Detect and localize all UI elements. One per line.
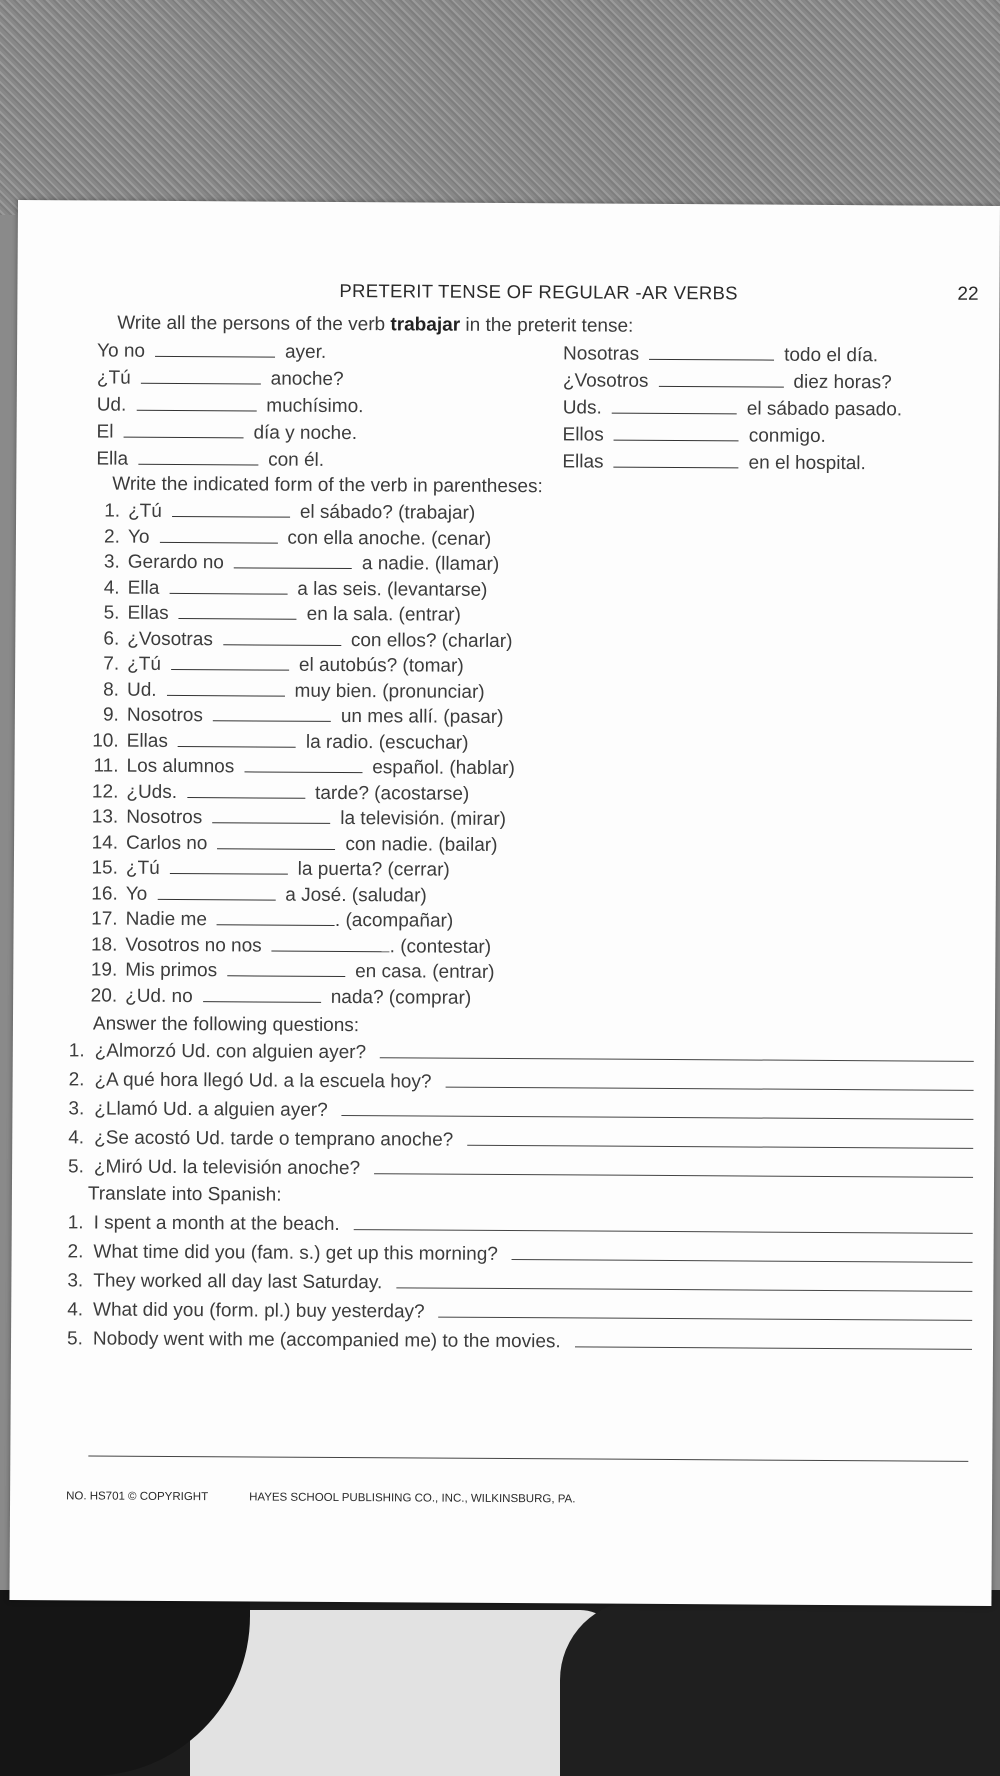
conjugation-row xyxy=(97,421,358,445)
subject: ¿Tú xyxy=(125,857,160,879)
item-number: 3. xyxy=(103,551,120,573)
answer-blank[interactable] xyxy=(223,643,341,646)
answer-blank[interactable] xyxy=(141,382,261,385)
question-item xyxy=(69,1069,974,1097)
conjugation-row xyxy=(562,451,866,475)
subject: Los alumnos xyxy=(126,755,235,778)
sentence-ending: conmigo. xyxy=(748,425,826,447)
question-item xyxy=(68,1156,973,1184)
answer-blank[interactable] xyxy=(172,515,290,518)
subject: ¿Tú xyxy=(96,367,131,389)
item-number: 2. xyxy=(67,1241,84,1263)
answer-blank[interactable] xyxy=(155,355,275,358)
sentence-ending: en el hospital. xyxy=(748,452,866,475)
page-number: 22 xyxy=(957,283,979,305)
background-carpet xyxy=(0,0,1000,215)
exercise-item xyxy=(75,704,504,729)
sentence-ending: a José. (saludar) xyxy=(285,884,427,907)
sentence-ending: a las seis. (levantarse) xyxy=(297,578,488,601)
section1-instruction: Write all the persons of the verb trabajar in the preterit tense: xyxy=(117,312,634,337)
sentence-ending: con nadie. (bailar) xyxy=(345,833,498,856)
answer-blank[interactable] xyxy=(614,439,739,442)
answer-line-extra xyxy=(88,1455,968,1461)
question-item xyxy=(68,1127,973,1155)
exercise-item xyxy=(74,806,506,831)
sentence-ending: el autobús? (tomar) xyxy=(298,654,464,677)
item-number: 13. xyxy=(91,806,119,828)
answer-blank[interactable] xyxy=(244,770,362,773)
item-number: 2. xyxy=(104,526,121,548)
conjugation-row xyxy=(97,340,326,363)
item-number: 4. xyxy=(103,577,120,599)
subject: Yo no xyxy=(97,340,146,362)
subject: Ud. xyxy=(96,394,127,416)
question-text: ¿A qué hora llegó Ud. a la escuela hoy? xyxy=(94,1069,432,1093)
answer-blank[interactable] xyxy=(187,796,305,799)
answer-blank[interactable] xyxy=(217,847,335,850)
subject: ¿Tú xyxy=(127,653,162,675)
translate-item xyxy=(68,1212,973,1240)
exercise-item xyxy=(74,832,498,857)
answer-line[interactable] xyxy=(380,1056,974,1062)
subject: Ella xyxy=(127,577,160,599)
item-number: 19. xyxy=(90,959,118,981)
sentence-ending: en casa. (entrar) xyxy=(355,961,495,983)
item-number: 1. xyxy=(67,1212,84,1234)
sentence-ending: muy bien. (pronunciar) xyxy=(294,680,485,703)
answer-blank[interactable] xyxy=(138,463,258,466)
subject: ¿Tú xyxy=(128,500,162,522)
worksheet xyxy=(9,200,1000,1606)
item-number: 16. xyxy=(91,882,118,905)
item-number: 7. xyxy=(103,653,120,675)
subject: Gerardo no xyxy=(127,551,224,574)
item-number: 6. xyxy=(103,628,120,650)
item-number: 5. xyxy=(68,1156,85,1178)
exercise-item xyxy=(75,730,469,754)
item-number: 9. xyxy=(102,704,119,726)
item-number: 15. xyxy=(91,857,118,879)
answer-blank[interactable] xyxy=(212,821,330,824)
prompt-text: What did you (form. pl.) buy yesterday? xyxy=(93,1299,425,1323)
footer-copyright: NO. HS701 © COPYRIGHT xyxy=(66,1490,208,1504)
conjugation-row xyxy=(563,370,892,394)
answer-blank[interactable] xyxy=(167,693,285,696)
answer-blank[interactable] xyxy=(170,872,288,875)
sentence-ending: con ellos? (charlar) xyxy=(350,629,513,652)
sentence-ending: . (acompañar) xyxy=(334,909,454,932)
question-item xyxy=(68,1098,973,1126)
exercise-item xyxy=(76,500,475,524)
answer-blank[interactable] xyxy=(217,923,335,926)
prompt-text: Nobody went with me (accompanied me) to the movies. xyxy=(92,1328,561,1353)
section4-instruction: Translate into Spanish: xyxy=(87,1183,282,1206)
translate-item xyxy=(67,1270,972,1298)
item-number: 11. xyxy=(93,755,119,777)
answer-line[interactable] xyxy=(354,1228,973,1234)
exercise-item xyxy=(74,755,514,780)
sentence-ending: tarde? (acostarse) xyxy=(315,782,470,805)
item-number: 18. xyxy=(90,933,118,956)
item-number: 2. xyxy=(68,1069,85,1091)
sentence-ending: español. (hablar) xyxy=(372,757,515,780)
sentence-ending: el sábado? (trabajar) xyxy=(299,501,476,524)
subject: Uds. xyxy=(562,397,602,419)
answer-blank[interactable] xyxy=(658,385,783,388)
answer-blank[interactable] xyxy=(159,540,277,543)
item-number: 1. xyxy=(104,500,121,522)
translate-item xyxy=(67,1328,972,1356)
subject: Carlos no xyxy=(126,832,208,854)
answer-blank[interactable] xyxy=(614,466,739,469)
conjugation-row xyxy=(97,394,364,418)
sentence-ending: . (contestar) xyxy=(389,935,492,958)
answer-line[interactable] xyxy=(575,1345,972,1349)
sentence-ending: anoche? xyxy=(270,368,344,390)
conjugation-row xyxy=(563,343,878,367)
sentence-ending: el sábado pasado. xyxy=(746,398,903,421)
floor-patch xyxy=(190,1610,620,1776)
section3-instruction: Answer the following questions: xyxy=(92,1013,360,1037)
subject: Ellos xyxy=(562,424,604,446)
exercise-item xyxy=(74,781,469,805)
subject: Ud. xyxy=(126,679,157,701)
sentence-ending: muchísimo. xyxy=(266,395,364,418)
answer-line[interactable] xyxy=(445,1086,973,1091)
subject: Ella xyxy=(96,448,129,470)
item-number: 5. xyxy=(66,1328,83,1350)
prompt-text: I spent a month at the beach. xyxy=(93,1212,340,1235)
sentence-ending: con ella anoche. (cenar) xyxy=(287,527,492,550)
subject: Ellas xyxy=(127,602,169,624)
translate-item xyxy=(68,1241,973,1269)
item-number: 8. xyxy=(103,679,120,701)
footer-publisher: HAYES SCHOOL PUBLISHING CO., INC., WILKINSBURG, PA. xyxy=(249,1491,576,1506)
section2-instruction: Write the indicated form of the verb in parentheses: xyxy=(112,473,543,498)
question-text: ¿Miró Ud. la televisión anoche? xyxy=(93,1156,361,1180)
translate-item xyxy=(67,1299,972,1327)
prompt-text: What time did you (fam. s.) get up this morning? xyxy=(93,1241,498,1265)
subject: Nosotros xyxy=(126,704,203,727)
exercise-item xyxy=(73,985,471,1009)
exercise-item xyxy=(76,551,500,576)
answer-blank[interactable] xyxy=(203,1000,321,1003)
question-text: ¿Llamó Ud. a alguien ayer? xyxy=(94,1098,328,1121)
exercise-item xyxy=(73,934,491,959)
sentence-ending: ayer. xyxy=(284,341,327,363)
answer-blank[interactable] xyxy=(179,617,297,620)
item-number: 5. xyxy=(103,602,120,624)
answer-blank[interactable] xyxy=(136,409,256,412)
shoe-right xyxy=(560,1600,1000,1776)
answer-blank[interactable] xyxy=(649,358,774,361)
answer-blank[interactable] xyxy=(234,566,352,569)
conjugation-row xyxy=(97,367,344,391)
exercise-item xyxy=(76,577,488,602)
answer-blank[interactable] xyxy=(612,412,737,415)
sentence-ending: diez horas? xyxy=(793,371,892,394)
subject: ¿Ud. no xyxy=(125,985,193,1007)
subject: El xyxy=(96,421,114,443)
question-text: ¿Se acostó Ud. tarde o temprano anoche? xyxy=(94,1127,454,1151)
sentence-ending: a nadie. (llamar) xyxy=(361,553,500,575)
conjugation-row xyxy=(96,448,324,471)
item-number: 20. xyxy=(90,984,118,1007)
answer-blank[interactable] xyxy=(227,974,345,977)
exercise-item xyxy=(73,959,494,984)
item-number: 4. xyxy=(67,1299,84,1321)
subject: ¿Uds. xyxy=(126,781,178,803)
exercise-item xyxy=(76,526,491,551)
subject: Nadie me xyxy=(125,908,207,931)
item-number: 12. xyxy=(91,780,119,803)
verb-trabajar: trabajar xyxy=(390,314,461,336)
subject: Yo xyxy=(125,883,148,905)
page-title: PRETERIT TENSE OF REGULAR -AR VERBS xyxy=(339,279,738,304)
item-number: 3. xyxy=(67,1270,84,1292)
answer-blank[interactable] xyxy=(123,436,243,439)
exercise-item xyxy=(75,628,512,653)
subject: Mis primos xyxy=(125,959,218,982)
subject: Ellas xyxy=(562,451,604,473)
sentence-ending: la televisión. (mirar) xyxy=(340,807,507,830)
exercise-item xyxy=(75,653,464,677)
answer-line[interactable] xyxy=(512,1258,973,1263)
subject: Vosotros no nos xyxy=(125,934,262,957)
subject: Nosotros xyxy=(126,806,203,829)
sentence-ending: todo el día. xyxy=(784,344,879,367)
conjugation-row xyxy=(563,397,903,421)
sentence-ending: con él. xyxy=(268,449,325,471)
item-number: 1. xyxy=(68,1040,85,1062)
subject: Yo xyxy=(127,526,150,548)
item-number: 4. xyxy=(68,1127,85,1149)
question-item xyxy=(69,1040,974,1068)
subject: ¿Vosotras xyxy=(127,628,213,650)
item-number: 17. xyxy=(91,908,118,930)
item-number: 10. xyxy=(92,729,119,752)
answer-line[interactable] xyxy=(439,1316,973,1321)
exercise-item xyxy=(74,908,454,932)
answer-blank[interactable] xyxy=(157,897,275,900)
footer xyxy=(66,1490,575,1505)
sentence-ending: día y noche. xyxy=(253,422,358,445)
subject: ¿Vosotros xyxy=(562,370,649,392)
answer-line[interactable] xyxy=(467,1144,973,1149)
subject: Nosotras xyxy=(563,343,640,365)
answer-line[interactable] xyxy=(396,1286,972,1292)
sentence-ending: la radio. (escuchar) xyxy=(305,731,469,754)
prompt-text: They worked all day last Saturday. xyxy=(93,1270,383,1294)
answer-blank[interactable] xyxy=(169,591,287,594)
sentence-ending: un mes allí. (pasar) xyxy=(340,705,504,728)
exercise-item xyxy=(74,857,450,881)
answer-blank[interactable] xyxy=(272,949,390,952)
exercise-item xyxy=(75,602,461,626)
answer-blank[interactable] xyxy=(213,719,331,722)
item-number: 14. xyxy=(91,831,119,854)
answer-blank[interactable] xyxy=(178,744,296,747)
exercise-item xyxy=(74,883,427,907)
exercise-item xyxy=(75,679,485,704)
sentence-ending: en la sala. (entrar) xyxy=(306,603,461,626)
item-number: 3. xyxy=(68,1098,85,1120)
subject: Ellas xyxy=(126,730,168,752)
answer-line[interactable] xyxy=(342,1114,974,1120)
sentence-ending: la puerta? (cerrar) xyxy=(297,858,450,881)
question-text: ¿Almorzó Ud. con alguien ayer? xyxy=(94,1040,367,1064)
sentence-ending: nada? (comprar) xyxy=(330,986,472,1009)
answer-line[interactable] xyxy=(374,1172,973,1178)
answer-blank[interactable] xyxy=(171,668,289,671)
conjugation-row xyxy=(563,424,826,448)
